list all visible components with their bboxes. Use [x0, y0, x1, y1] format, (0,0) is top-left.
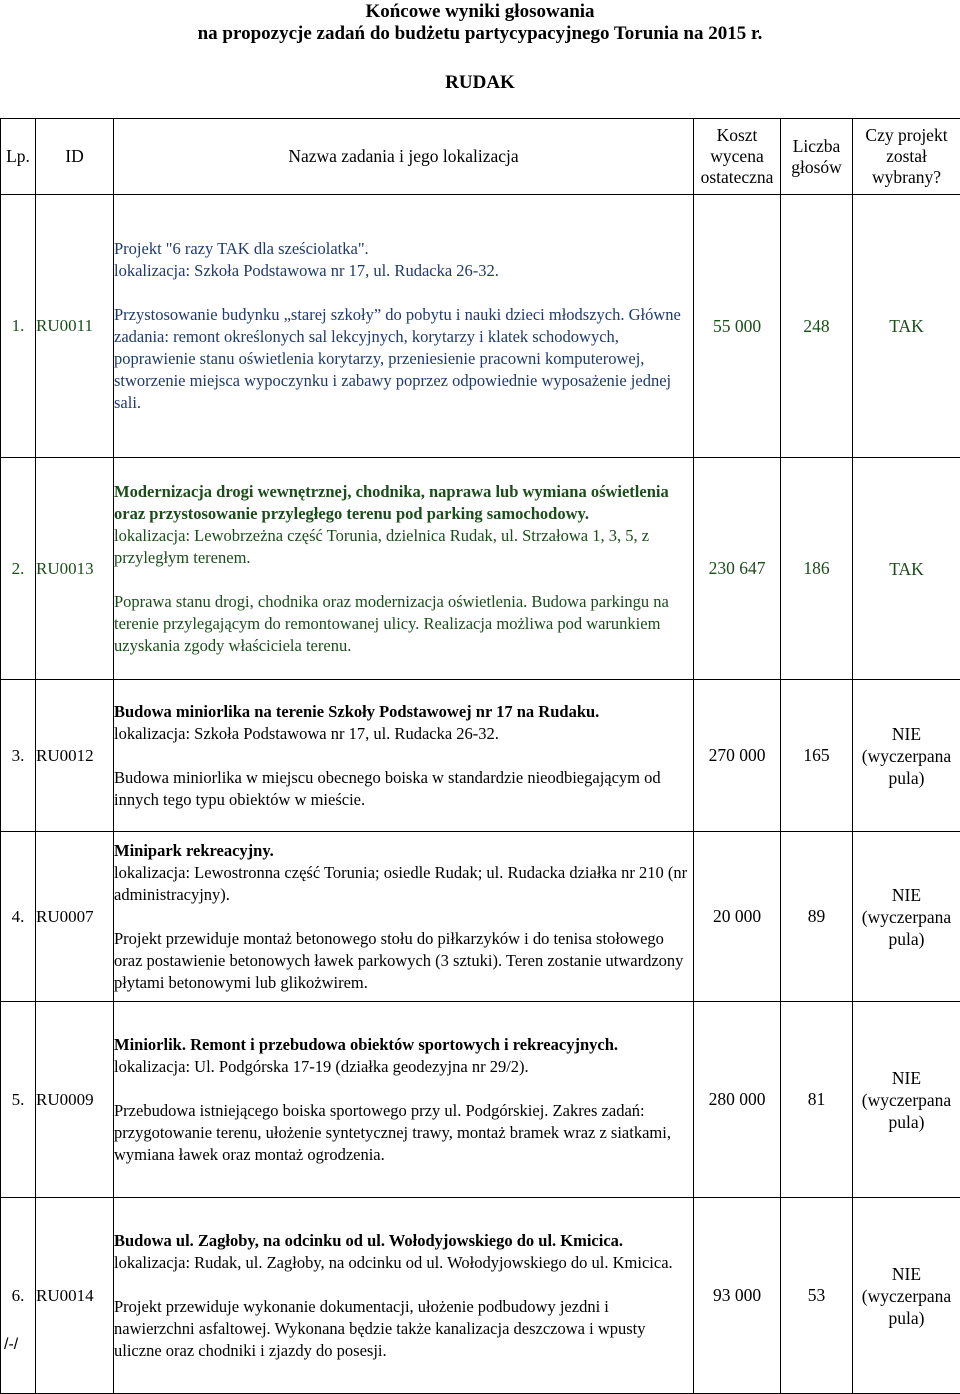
project-summary: Budowa miniorlika w miejscu obecnego boiska w standardzie nieodbiegającym od innych tego typu obiektów w mieście.: [114, 767, 693, 811]
row-cost: 20 000: [694, 832, 781, 1002]
row-votes: 53: [781, 1198, 853, 1394]
project-location: lokalizacja: Szkoła Podstawowa nr 17, ul. Rudacka 26-32.: [114, 723, 693, 745]
row-chosen: TAK: [853, 458, 960, 680]
row-id: RU0014: [36, 1198, 114, 1394]
row-cost: 280 000: [694, 1002, 781, 1198]
district-heading: RUDAK: [0, 71, 960, 95]
project-summary: Przystosowanie budynku „starej szkoły” do pobytu i nauki dzieci młodszych. Główne zadania: remont określonych sal lekcyjnych, korytarzy i klatek schodowych, poprawienie stanu oświetlenia korytarzy, przeniesienie pracowni komputerowej, stworzenie miejsca wypoczynku i zabawy poprzez odpowiednie wyposażenie jednej sali.: [114, 304, 693, 414]
project-location: lokalizacja: Szkoła Podstawowa nr 17, ul. Rudacka 26-32.: [114, 260, 693, 282]
project-summary: Poprawa stanu drogi, chodnika oraz modernizacja oświetlenia. Budowa parkingu na terenie przylegającym do remontowanej ulicy. Realizacja możliwa pod warunkiem uzyskania zgody właściciela terenu.: [114, 591, 693, 657]
table-row: [1, 832, 960, 1002]
row-lp: 6.: [1, 1198, 36, 1394]
row-cost: 230 647: [694, 458, 781, 680]
row-description: [114, 458, 694, 680]
row-votes: 186: [781, 458, 853, 680]
row-chosen: NIE (wyczerpana pula): [853, 832, 960, 1002]
project-title: Miniorlik. Remont i przebudowa obiektów sportowych i rekreacyjnych.: [114, 1034, 693, 1056]
row-chosen: TAK: [853, 195, 960, 458]
page-footer-mark: /-/: [4, 1336, 18, 1354]
project-location: lokalizacja: Lewobrzeżna część Torunia, dzielnica Rudak, ul. Strzałowa 1, 3, 5, z przyległym terenem.: [114, 525, 693, 569]
column-header-id: ID: [36, 119, 114, 195]
column-header-lp: Lp.: [1, 119, 36, 195]
table-row: [1, 1002, 960, 1198]
row-description: [114, 195, 694, 458]
row-lp: 3.: [1, 680, 36, 832]
project-location: lokalizacja: Lewostronna część Torunia; osiedle Rudak; ul. Rudacka działka nr 210 (nr administracyjny).: [114, 862, 693, 906]
column-header-votes: Liczba głosów: [781, 119, 853, 195]
project-title: Budowa ul. Zagłoby, na odcinku od ul. Wołodyjowskiego do ul. Kmicica.: [114, 1230, 693, 1252]
row-cost: 93 000: [694, 1198, 781, 1394]
row-chosen: NIE (wyczerpana pula): [853, 1198, 960, 1394]
column-header-chosen: Czy projekt został wybrany?: [853, 119, 960, 195]
row-description: [114, 832, 694, 1002]
column-header-name: Nazwa zadania i jego lokalizacja: [114, 119, 694, 195]
project-title: Modernizacja drogi wewnętrznej, chodnika, naprawa lub wymiana oświetlenia oraz przystosowanie przyległego terenu pod parking samochodowy.: [114, 481, 693, 525]
row-lp: 1.: [1, 195, 36, 458]
row-votes: 89: [781, 832, 853, 1002]
row-votes: 248: [781, 195, 853, 458]
project-summary: Projekt przewiduje wykonanie dokumentacji, ułożenie podbudowy jezdni i nawierzchni asfaltowej. Wykonana będzie także kanalizacja deszczowa i wpusty uliczne oraz chodniki i zjazdy do posesji.: [114, 1296, 693, 1362]
row-lp: 4.: [1, 832, 36, 1002]
table-row: [1, 1198, 960, 1394]
row-description: [114, 1002, 694, 1198]
document-title-line2: na propozycje zadań do budżetu partycypacyjnego Torunia na 2015 r.: [0, 22, 960, 46]
row-id: RU0013: [36, 458, 114, 680]
row-lp: 5.: [1, 1002, 36, 1198]
row-description: [114, 680, 694, 832]
row-id: RU0007: [36, 832, 114, 1002]
row-chosen: NIE (wyczerpana pula): [853, 1002, 960, 1198]
project-summary: Projekt przewiduje montaż betonowego stołu do piłkarzyków i do tenisa stołowego oraz postawienie betonowych ławek parkowych (3 sztuki). Teren zostanie utwardzony płytami betonowymi lub glikożwirem.: [114, 928, 693, 994]
table-row: [1, 680, 960, 832]
project-location: lokalizacja: Rudak, ul. Zagłoby, na odcinku od ul. Wołodyjowskiego do ul. Kmicica.: [114, 1252, 693, 1274]
table-row: [1, 195, 960, 458]
project-title: Minipark rekreacyjny.: [114, 840, 693, 862]
row-votes: 81: [781, 1002, 853, 1198]
table-row: [1, 458, 960, 680]
document-title-line1: Końcowe wyniki głosowania: [0, 0, 960, 24]
project-title: Budowa miniorlika na terenie Szkoły Podstawowej nr 17 na Rudaku.: [114, 701, 693, 723]
row-id: RU0009: [36, 1002, 114, 1198]
row-description: [114, 1198, 694, 1394]
row-id: RU0011: [36, 195, 114, 458]
row-cost: 270 000: [694, 680, 781, 832]
row-votes: 165: [781, 680, 853, 832]
results-table: [0, 118, 960, 1394]
column-header-cost: Koszt wycena ostateczna: [694, 119, 781, 195]
project-location: lokalizacja: Ul. Podgórska 17-19 (działka geodezyjna nr 29/2).: [114, 1056, 693, 1078]
row-chosen: NIE (wyczerpana pula): [853, 680, 960, 832]
table-header-row: [1, 119, 960, 195]
project-summary: Przebudowa istniejącego boiska sportowego przy ul. Podgórskiej. Zakres zadań: przygotowanie terenu, ułożenie syntetycznej trawy, montaż bramek wraz z siatkami, wymiana ławek oraz montaż ogrodzenia.: [114, 1100, 693, 1166]
row-id: RU0012: [36, 680, 114, 832]
row-cost: 55 000: [694, 195, 781, 458]
project-title: Projekt "6 razy TAK dla sześciolatka".: [114, 238, 693, 260]
row-lp: 2.: [1, 458, 36, 680]
